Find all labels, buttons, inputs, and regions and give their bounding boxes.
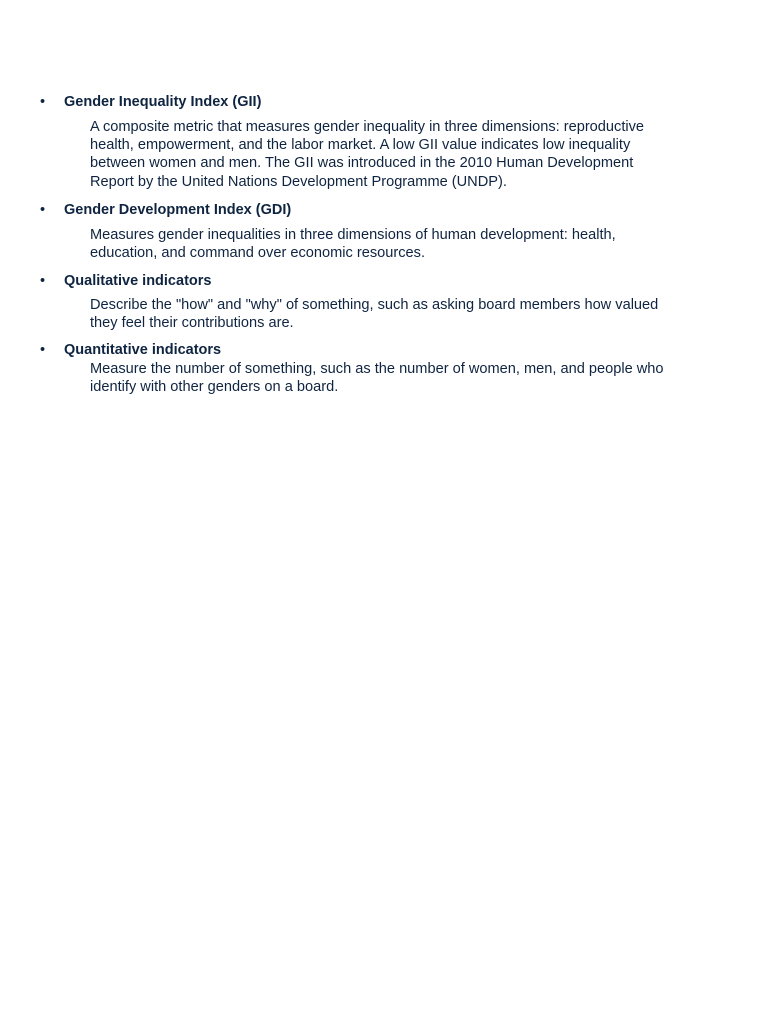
- list-item: [40, 271, 700, 332]
- bullet-icon: •: [40, 201, 46, 218]
- bullet-icon: •: [40, 341, 46, 358]
- term-heading: Quantitative indicators: [64, 341, 222, 358]
- bullet-icon: •: [40, 273, 46, 290]
- term-description: Measure the number of something, such as the number of women, men, and people who identify with other genders on a board.: [90, 360, 664, 395]
- list-item: [40, 92, 700, 191]
- term-description: Describe the "how" and "why" of something, such as asking board members how valued they feel their contributions are.: [90, 297, 659, 332]
- term-heading: Qualitative indicators: [64, 273, 212, 290]
- list-item: [40, 340, 700, 396]
- bullet-icon: •: [40, 94, 46, 110]
- term-heading: Gender Development Index (GDI): [64, 201, 292, 218]
- term-heading: Gender Inequality Index (GII): [64, 94, 262, 110]
- term-description: Measures gender inequalities in three dimensions of human development: health, education, and command over economic resources.: [90, 226, 616, 262]
- indicator-list: [40, 92, 700, 396]
- list-item: [40, 200, 700, 262]
- term-description: A composite metric that measures gender inequality in three dimensions: reproductive health, empowerment, and the labor market. A low GII value indicates low inequality between women and men. The GII was introduced in the 2010 Human Development Report by the United Nations Development Programme (UNDP).: [90, 119, 645, 190]
